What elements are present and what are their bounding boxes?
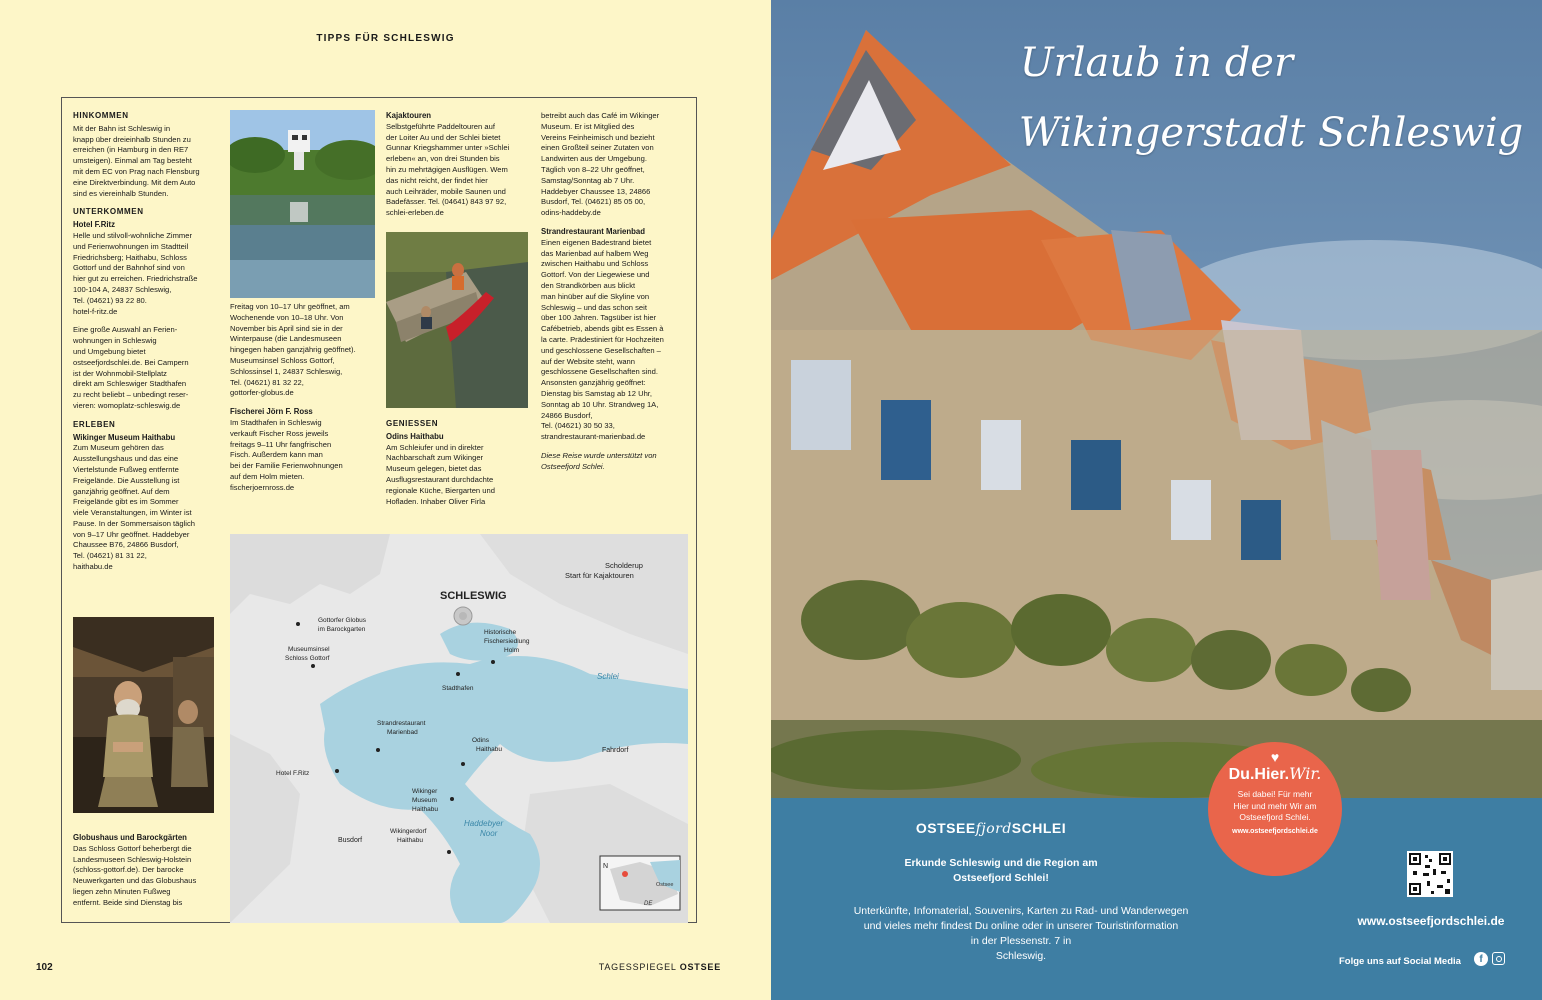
map-label-scholderup: Scholderup bbox=[605, 561, 643, 570]
map-label-fischer-1: Historische bbox=[484, 629, 517, 636]
map-pin-wikingerdorf bbox=[447, 850, 451, 854]
text-line: man hinüber auf die Skyline von bbox=[541, 291, 650, 301]
text-line: eine Direktverbindung. Mit dem Auto bbox=[73, 177, 196, 187]
text-line: Viertelstunde Fußweg entfernte bbox=[73, 464, 179, 474]
map-label-marienbad-2: Marienbad bbox=[387, 729, 418, 736]
text-line: Winterpause (die Landesmuseen bbox=[230, 334, 342, 344]
text-line: über 100 Jahren. Tagsüber ist hier bbox=[541, 313, 657, 323]
text-line: Freigelände. Die Ausstellung ist bbox=[73, 475, 180, 485]
text-line: und Umgebung bietet bbox=[73, 346, 146, 356]
map-pin-wikinger-museum bbox=[450, 797, 454, 801]
odins-cont-text bbox=[541, 111, 691, 219]
map-label-schlei: Schlei bbox=[597, 672, 619, 681]
ferien-text bbox=[73, 325, 223, 411]
text-line: Diese Reise wurde unterstützt von bbox=[541, 450, 657, 460]
text-line: auf der Website steht, wann bbox=[541, 356, 635, 366]
fischerei-name: Fischerei Jörn F. Ross bbox=[230, 407, 313, 417]
text-line: vieren: womoplatz-schleswig.de bbox=[73, 400, 181, 410]
text-line: ist der Wohnmobil-Stellplatz bbox=[73, 368, 167, 378]
text-line: Schleswig. bbox=[995, 950, 1047, 962]
text-line: 100-104 A, 24837 Schleswig, bbox=[73, 284, 172, 294]
text-line: sind es viereinhalb Stunden. bbox=[73, 188, 169, 198]
map-inset-ostsee: Ostsee bbox=[656, 882, 674, 888]
text-line: Selbstgeführte Paddeltouren auf bbox=[386, 121, 495, 131]
map-label-wd-2: Haithabu bbox=[397, 837, 424, 844]
badge-title-3: Wir. bbox=[1289, 764, 1322, 783]
map-label-fischer-3: Holm bbox=[504, 647, 520, 654]
text-line: betreibt auch das Café im Wikinger bbox=[541, 111, 660, 120]
text-line: auf dem Holm mieten. bbox=[230, 471, 305, 481]
text-line: Badefässer. Tel. (04641) 843 97 92, bbox=[386, 197, 507, 207]
map-label-kajak-start: Start für Kajaktouren bbox=[565, 571, 634, 580]
map-label-wm-2: Museum bbox=[412, 797, 437, 804]
badge-text bbox=[1208, 789, 1342, 824]
text-line: viele Veranstaltungen, im Winter ist bbox=[73, 508, 192, 518]
text-line: Gunnar Kriegshammer unter »Schlei bbox=[386, 143, 510, 153]
text-line: Freitag von 10–17 Uhr geöffnet, am bbox=[230, 302, 350, 311]
text-line: erreichen (in Hamburg in den RE7 bbox=[73, 145, 189, 155]
text-line: la carte. Prädestiniert für Hochzeiten bbox=[541, 334, 664, 344]
map-pin-marienbad bbox=[376, 748, 380, 752]
ad-website-link[interactable]: www.ostseefjordschlei.de bbox=[1357, 914, 1505, 928]
map-pin-stadthafen bbox=[456, 672, 460, 676]
text-line: bei der Familie Ferienwohnungen bbox=[230, 461, 343, 471]
text-line: Landesmuseen Schleswig-Holstein bbox=[73, 854, 192, 864]
map-label-fischer-2: Fischersiedlung bbox=[484, 638, 530, 645]
map-label-wd-1: Wikingerdorf bbox=[390, 828, 427, 835]
brand-pre: OSTSEE bbox=[915, 820, 976, 836]
text-line: Haddebyer Chaussee 13, 24866 bbox=[541, 186, 651, 196]
ad-cta bbox=[841, 856, 1161, 886]
text-line: ganzjährig geöffnet. Auf dem bbox=[73, 486, 170, 496]
heart-icon: ♥ bbox=[1270, 749, 1280, 765]
text-line: Im Stadthafen in Schleswig bbox=[230, 417, 322, 427]
pond-tower-photo bbox=[230, 110, 375, 298]
column-2 bbox=[230, 302, 380, 502]
erleben-heading: ERLEBEN bbox=[73, 419, 116, 429]
text-line: freitags 9–11 Uhr fangfrischen bbox=[230, 439, 332, 449]
brand-logo bbox=[771, 820, 1211, 837]
text-line: auch Leihräder, mobile Saunen und bbox=[386, 186, 506, 196]
text-line: hingegen haben ganzjährig geöffnet). bbox=[230, 345, 356, 355]
odins-text bbox=[386, 443, 536, 508]
brand-mid: fjord bbox=[975, 821, 1012, 837]
text-line: Ausflugsrestaurant durchdachte bbox=[386, 474, 494, 484]
text-line: Wochenende von 10–18 Uhr. Von bbox=[230, 312, 344, 322]
map-label-odins-1: Odins bbox=[472, 737, 489, 744]
text-line: 24866 Busdorf, bbox=[541, 410, 593, 420]
credit-text bbox=[541, 451, 691, 473]
map-inset-de: DE bbox=[644, 901, 653, 907]
text-line: Museum gelegen, bietet das bbox=[386, 464, 482, 474]
marienbad-name: Strandrestaurant Marienbad bbox=[541, 226, 645, 236]
text-line: Tel. (04621) 30 50 33, bbox=[541, 421, 615, 431]
ad-page bbox=[771, 0, 1542, 1000]
schleswig-map bbox=[230, 534, 688, 923]
text-line: Helle und stilvoll-wohnliche Zimmer bbox=[73, 230, 193, 240]
text-line: Pause. In der Sommersaison täglich bbox=[73, 518, 195, 528]
map-label-wm-1: Wikinger bbox=[412, 788, 438, 795]
text-line: Museum. Er ist Mitglied des bbox=[541, 121, 635, 131]
canoe-photo bbox=[386, 232, 528, 408]
text-line: knapp über dreieinhalb Stunden zu bbox=[73, 134, 191, 144]
instagram-icon[interactable] bbox=[1492, 952, 1505, 965]
gottorf-text bbox=[230, 302, 380, 399]
map-pin-hotel bbox=[335, 769, 339, 773]
text-line: geschlossene Gesellschaften sind. bbox=[541, 367, 658, 377]
text-line: Sei dabei! Für mehr bbox=[1237, 789, 1313, 799]
text-line: Gottorf. Von der Liegewiese und bbox=[541, 270, 650, 280]
text-line: und geschlossene Gesellschaften – bbox=[541, 345, 661, 355]
text-line: Eine große Auswahl an Ferien- bbox=[73, 325, 178, 335]
facebook-icon[interactable]: f bbox=[1474, 952, 1488, 966]
text-line: Einen eigenen Badestrand bietet bbox=[541, 237, 652, 247]
text-line: strandrestaurant-marienbad.de bbox=[541, 432, 646, 442]
badge-title-2: Hier. bbox=[1254, 766, 1290, 783]
hinkommen-text bbox=[73, 124, 223, 200]
text-line: Vereins Feinheimisch und bezieht bbox=[541, 132, 655, 142]
map-label-haddebyer-1: Haddebyer bbox=[464, 819, 504, 828]
text-line: das nicht reicht, der findet hier bbox=[386, 175, 488, 185]
text-line: zwischen Haithabu und Schloss bbox=[541, 259, 649, 269]
text-line: in der Plessenstr. 7 in bbox=[970, 935, 1072, 947]
text-line: den Strandkörben aus blickt bbox=[541, 280, 636, 290]
text-line: Ansonsten ganzjährig geöffnet: bbox=[541, 378, 646, 388]
text-line: Mit der Bahn ist Schleswig in bbox=[73, 123, 171, 133]
map-label-fahrdorf: Fahrdorf bbox=[602, 747, 629, 754]
text-line: Hofladen. Inhaber Oliver Firla bbox=[386, 496, 486, 506]
text-line: Schlossinsel 1, 24837 Schleswig, bbox=[230, 366, 343, 376]
globus-text bbox=[73, 844, 223, 909]
column-4 bbox=[541, 111, 691, 481]
geniessen-heading: GENIESSEN bbox=[386, 419, 439, 428]
map-label-globus-1: Gottorfer Globus bbox=[318, 617, 367, 624]
hotel-text bbox=[73, 231, 223, 317]
ad-headline-line2: Wikingerstadt Schleswig bbox=[1018, 110, 1524, 156]
text-line: Täglich von 8–22 Uhr geöffnet, bbox=[541, 164, 645, 174]
marienbad-text bbox=[541, 238, 691, 443]
map-pin-odins bbox=[461, 762, 465, 766]
map-label-hotel: Hotel F.Ritz bbox=[276, 770, 310, 777]
text-line: Freigelände gibt es im Sommer bbox=[73, 497, 179, 507]
magazine-name bbox=[599, 962, 721, 972]
text-line: verkauft Fischer Ross jeweils bbox=[230, 428, 329, 438]
text-line: Friedrichsberg; Haithabu, Schloss bbox=[73, 252, 187, 262]
text-line: wohnungen in Schleswig bbox=[73, 336, 157, 346]
text-line: Schleswig – und das schon seit bbox=[541, 302, 647, 312]
map-label-wm-3: Haithabu bbox=[412, 806, 439, 813]
text-line: hier gut zu erreichen. Friedrichstraße bbox=[73, 274, 198, 284]
map-pin-museumsinsel bbox=[311, 664, 315, 668]
column-1 bbox=[73, 111, 223, 581]
text-line: Chaussee B76, 24866 Busdorf, bbox=[73, 540, 179, 550]
hotel-name: Hotel F.Ritz bbox=[73, 220, 116, 230]
map-label-museumsinsel-2: Schloss Gottorf bbox=[285, 655, 330, 662]
text-line: von 9–17 Uhr geöffnet. Haddebyer bbox=[73, 529, 190, 539]
badge-url[interactable]: www.ostseefjordschlei.de bbox=[1232, 827, 1318, 835]
page-number: 102 bbox=[36, 962, 53, 973]
text-line: Landwirten aus der Umgebung. bbox=[541, 154, 647, 164]
du-hier-wir-badge bbox=[1208, 742, 1342, 876]
text-line: Zum Museum gehören das bbox=[73, 443, 164, 453]
text-line: Tel. (04621) 81 31 22, bbox=[73, 551, 147, 561]
globus-block bbox=[73, 833, 223, 917]
hinkommen-heading: HINKOMMEN bbox=[73, 111, 129, 120]
text-line: regionale Küche, Biergarten und bbox=[386, 485, 495, 495]
odins-name: Odins Haithabu bbox=[386, 431, 444, 441]
text-line: November bis April sind sie in der bbox=[230, 323, 343, 333]
text-line: hotel-f-ritz.de bbox=[73, 306, 118, 316]
info-band bbox=[771, 798, 1542, 1000]
map-label-marienbad-1: Strandrestaurant bbox=[377, 720, 426, 727]
text-line: hin zu mehrtägigen Ausflügen. Wem bbox=[386, 164, 508, 174]
text-line: der Loiter Au und der Schlei bietet bbox=[386, 132, 501, 142]
text-line: Ausstellungshaus und das eine bbox=[73, 454, 179, 464]
globus-name: Globushaus und Barockgärten bbox=[73, 833, 187, 842]
museum-name: Wikinger Museum Haithabu bbox=[73, 432, 176, 442]
magazine-title: OSTSEE bbox=[679, 962, 721, 972]
badge-title-1: Du. bbox=[1228, 766, 1255, 783]
text-line: erleben« an, von drei Stunden bis bbox=[386, 154, 500, 164]
fischerei-text bbox=[230, 418, 380, 494]
text-line: Erkunde Schleswig und die Region am bbox=[904, 857, 1098, 869]
text-line: Das Schloss Gottorf beherbergt die bbox=[73, 843, 192, 853]
text-line: Ostseefjord Schlei. bbox=[541, 461, 605, 471]
viking-craftsman-photo bbox=[73, 617, 214, 813]
text-line: Busdorf, Tel. (04621) 85 05 00, bbox=[541, 197, 646, 207]
text-line: odins-haddeby.de bbox=[541, 208, 601, 218]
text-line: haithabu.de bbox=[73, 562, 113, 572]
text-line: direkt am Schleswiger Stadthafen bbox=[73, 379, 187, 389]
badge-title bbox=[1208, 764, 1342, 785]
social-media-text: Folge uns auf Social Media bbox=[1339, 956, 1461, 967]
text-line: zu recht beliebt – unbedingt reser- bbox=[73, 390, 189, 400]
text-line: umsteigen). Einmal am Tag besteht bbox=[73, 156, 192, 166]
text-line: (schloss-gottorf.de). Der barocke bbox=[73, 865, 184, 875]
text-line: Am Schleiufer und in direkter bbox=[386, 442, 484, 452]
kajak-text bbox=[386, 122, 536, 219]
text-line: Cafébetrieb, abends gibt es Essen à bbox=[541, 324, 664, 334]
map-inset-pin-icon bbox=[622, 871, 628, 877]
text-line: Hier und mehr Wir am bbox=[1233, 800, 1317, 811]
text-line: schlei-erleben.de bbox=[386, 208, 444, 218]
text-line: das Marienbad auf halbem Weg bbox=[541, 248, 649, 258]
text-line: Ostseefjord Schlei! bbox=[953, 872, 1049, 884]
text-line: Neuwerkgarten und das Globushaus bbox=[73, 876, 197, 886]
museum-text bbox=[73, 443, 223, 573]
map-inset bbox=[600, 856, 680, 910]
map-label-globus-2: im Barockgarten bbox=[318, 626, 366, 633]
text-line: fischerjoernross.de bbox=[230, 482, 295, 492]
text-line: Tel. (04621) 93 22 80. bbox=[73, 295, 147, 305]
section-title: TIPPS FÜR SCHLESWIG bbox=[316, 33, 455, 44]
map-label-stadthafen: Stadthafen bbox=[442, 685, 474, 692]
ad-headline-line1: Urlaub in der bbox=[1019, 40, 1294, 86]
qr-code-icon[interactable] bbox=[1407, 851, 1453, 897]
column-3-lower bbox=[386, 419, 536, 515]
map-label-odins-2: Haithabu bbox=[476, 746, 503, 753]
text-line: Dienstag bis Samstag ab 12 Uhr, bbox=[541, 388, 653, 398]
map-pin-fischersiedlung bbox=[491, 660, 495, 664]
text-line: Gottorf und der Bahnhof sind von bbox=[73, 263, 185, 273]
text-line: Museumsinsel Schloss Gottorf, bbox=[230, 355, 335, 365]
text-line: ostseefjordschlei.de. Bei Campern bbox=[73, 357, 189, 367]
map-label-haddebyer-2: Noor bbox=[480, 829, 498, 838]
text-line: liegen zehn Minuten Fußweg bbox=[73, 886, 171, 896]
text-line: einen Großteil seiner Zutaten von bbox=[541, 143, 654, 153]
text-line: Nachbarschaft zum Wikinger bbox=[386, 453, 484, 463]
text-line: gottorfer-globus.de bbox=[230, 388, 294, 398]
map-label-museumsinsel-1: Museumsinsel bbox=[288, 646, 330, 653]
text-line: und Ferienwohnungen im Stadtteil bbox=[73, 241, 189, 251]
magazine-prefix: TAGESSPIEGEL bbox=[598, 962, 677, 972]
ad-body bbox=[811, 904, 1231, 964]
map-inset-north: N bbox=[603, 863, 609, 870]
text-line: Fisch. Außerdem kann man bbox=[230, 450, 323, 460]
map-label-busdorf: Busdorf bbox=[338, 837, 363, 844]
map-label-city: SCHLESWIG bbox=[440, 590, 507, 602]
kajak-name: Kajaktouren bbox=[386, 111, 432, 120]
brand-post: SCHLEI bbox=[1011, 820, 1067, 836]
text-line: Unterkünfte, Infomaterial, Souvenirs, Karten zu Rad- und Wanderwegen bbox=[853, 905, 1189, 917]
text-line: Sonntag ab 10 Uhr. Strandweg 1A, bbox=[541, 399, 659, 409]
text-line: mit dem EC von Prag nach Flensburg bbox=[73, 166, 200, 176]
text-line: Ostseefjord Schlei. bbox=[1239, 812, 1311, 822]
text-line: und vieles mehr findest Du online oder in unserer Touristinformation bbox=[863, 920, 1179, 932]
text-line: entfernt. Beide sind Dienstag bis bbox=[73, 897, 183, 907]
text-line: Samstag/Sonntag ab 7 Uhr. bbox=[541, 175, 635, 185]
map-pin-globus bbox=[296, 622, 300, 626]
unterkommen-heading: UNTERKOMMEN bbox=[73, 207, 144, 217]
text-line: Tel. (04621) 81 32 22, bbox=[230, 377, 304, 387]
column-3 bbox=[386, 111, 536, 227]
